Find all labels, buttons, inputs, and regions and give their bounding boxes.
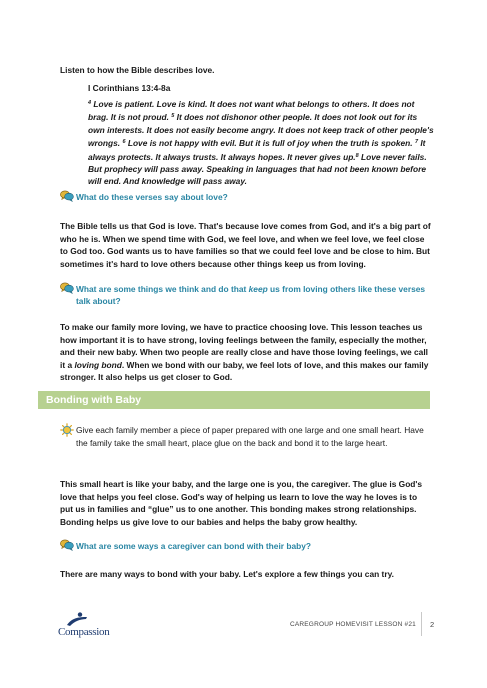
- verse-segment: It always protects. It always trusts. It always hopes. It never gives up.: [88, 138, 426, 162]
- section-header-bonding: Bonding with Baby: [38, 391, 430, 409]
- emphasis-keep: keep: [248, 284, 268, 294]
- verse-number: 5: [171, 113, 175, 120]
- discussion-question-1: [60, 191, 432, 203]
- verse-number: 7: [414, 139, 418, 146]
- paragraph-god-is-love: The Bible tells us that God is love. That's because love comes from God, and it's a big part of who he is. When we spend time with God, we feel love, and when we feel love, we feel close to God too. God wants us to have families so that we could feel love and be close to him. But sometimes it's hard to love others because other things keep us from loving.: [60, 221, 431, 269]
- question-text: What do these verses say about love?: [76, 192, 228, 202]
- compassion-logo: [58, 612, 128, 640]
- paragraph-text-part: . When we bond with our baby, we feel lots of love, and this makes our family stronger. It also helps us get closer to God.: [60, 359, 429, 383]
- paragraph-choosing-love: [60, 321, 432, 384]
- question-text-part: us from loving others like these verses talk about?: [76, 284, 426, 307]
- verse-segment: Love is not happy with evil. But it is full of joy when the truth is spoken.: [127, 138, 413, 149]
- question-text-part: What are some things we think and do that: [76, 284, 249, 294]
- discussion-question-2: [60, 283, 432, 308]
- page-number: 2: [430, 620, 435, 629]
- paragraph-text-part: To make our family more loving, we have to practice choosing love. This lesson teaches us how important it is to have strong, loving feelings between the family, especially the mother, and their new baby. When two people are really close and have those loving feelings, we call it a: [60, 322, 428, 370]
- verse-segment: Love is patient. Love is kind. It does not want what belongs to others. It does not brag. It is not proud.: [88, 99, 415, 123]
- intro-text: Listen to how the Bible describes love.: [60, 65, 215, 75]
- activity-instruction: [60, 424, 432, 449]
- question-text: [60, 283, 432, 308]
- footer-lesson-label: CAREGROUP HOMEVISIT LESSON #21: [289, 621, 416, 628]
- paragraph-heart-metaphor: This small heart is like your baby, and the large one is you, the caregiver. The glue is God's love that helps you feel close. God's way of helping us learn to love the way he loves is to put us in families and “glue” us to one another. This bonding makes strong relationships. Bonding helps us give love to our babies and helps the baby grow healthy.: [60, 479, 423, 527]
- verse-number: 8: [355, 152, 359, 159]
- verse-segment: Love never fails. But prophecy will pass away. Speaking in languages that had not been known before will end. And knowledge will pass away.: [88, 151, 427, 187]
- footer-divider: [421, 612, 422, 636]
- discussion-question-3: [60, 540, 432, 552]
- discussion-bubbles-icon: [60, 190, 74, 205]
- sun-gear-icon: [60, 423, 74, 441]
- paragraph-ways-to-bond: There are many ways to bond with your baby. Let's explore a few things you can try.: [60, 569, 394, 579]
- verse-number: 6: [122, 139, 126, 146]
- verse-number: 4: [88, 100, 92, 106]
- scripture-reference: I Corinthians 13:4-8a: [88, 83, 171, 93]
- question-text: What are some ways a caregiver can bond with their baby?: [76, 541, 312, 551]
- emphasis-loving-bond: loving bond: [74, 359, 122, 370]
- scripture-passage: [88, 97, 434, 188]
- verse-segment: It does not dishonor other people. It does not look out for its own interests. It does not easily become angry. It does not keep track of other people's wrongs.: [88, 112, 434, 149]
- logo-wordmark: Compassion: [58, 626, 110, 638]
- activity-text: Give each family member a piece of paper prepared with one large and one small heart. Have the family take the small heart, place glue on the back and bond it to the large heart.: [76, 425, 424, 448]
- discussion-bubbles-icon: [60, 282, 74, 297]
- discussion-bubbles-icon: [60, 539, 74, 554]
